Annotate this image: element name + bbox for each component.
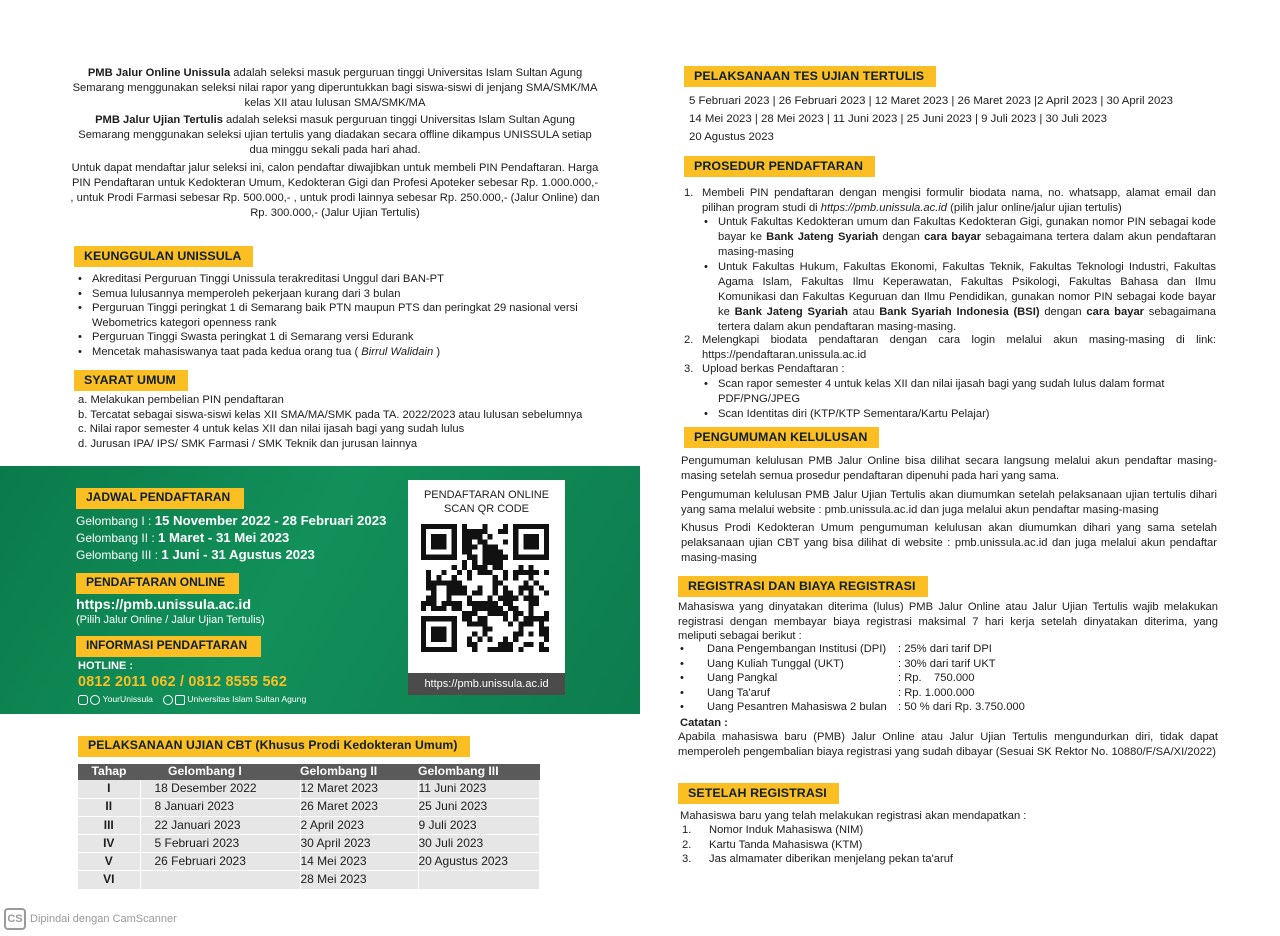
table-cell: 26 Februari 2023 (140, 853, 300, 871)
hotline-number[interactable]: 0812 2011 062 / 0812 8555 562 (78, 674, 288, 690)
table-cell: IV (78, 835, 140, 853)
fee-name: Uang Pangkal (707, 672, 778, 685)
table-cell: 18 Desember 2022 (140, 780, 300, 798)
online-note: (Pilih Jalur Online / Jalur Ujian Tertulis) (76, 614, 265, 626)
social-line: YourUnissula Universitas Islam Sultan Agung (78, 694, 306, 705)
table-cell: 25 Juni 2023 (418, 798, 540, 816)
registrasi-intro: Mahasiswa yang dinyatakan diterima (lulus) PMB Jalur Online atau Jalur Ujian Tertulis wajib melakukan registrasi dengan membayar biaya registrasi maksimal 7 hari kerja setelah dinyatakan diterima, yang meliputi sebagai berikut : (678, 601, 1218, 642)
fee-name: Dana Pengembangan Institusi (DPI) (707, 643, 887, 655)
table-cell: 9 Juli 2023 (418, 816, 540, 834)
table-row (78, 835, 540, 853)
jadwal-row: Gelombang III : 1 Juni - 31 Agustus 2023 (76, 547, 315, 562)
online-header: PENDAFTARAN ONLINE (76, 573, 239, 594)
fee-value: : 50 % dari Rp. 3.750.000 (898, 701, 1025, 714)
qr-caption[interactable]: https://pmb.unissula.ac.id (408, 673, 565, 695)
intro-online-text: adalah seleksi masuk perguruan tinggi Universitas Islam Sultan Agung Semarang menggunakan seleksi nilai rapor yang diperuntukkan bagi siswa-siswi di jenjang SMA/SMK/MA kelas XII atau lulusan SMA/SMK/MA (72, 67, 598, 109)
step-2: Melengkapi biodata pendaftaran dengan cara login melalui akun masing-masing di link: https://pendaftaran.unissula.ac.id (702, 334, 1216, 361)
keunggulan-header: KEUNGGULAN UNISSULA (74, 246, 253, 267)
camscanner-watermark: CS Dipindai dengan CamScanner (4, 908, 177, 930)
syarat-list (78, 393, 618, 451)
list-item (680, 852, 1220, 867)
list-item: • Perguruan Tinggi peringkat 1 di Semarang baik PTN maupun PTS dan peringkat 29 nasional versi Webometrics kategori openness rank (78, 301, 608, 330)
fee-name: Uang Pesantren Mahasiswa 2 bulan (707, 701, 887, 714)
table-cell: 14 Mei 2023 (300, 853, 418, 871)
list-item: • Dana Pengembangan Institusi (DPI) : 25% dari tarif DPI (680, 643, 992, 655)
pmb-url-link[interactable]: https://pmb.unissula.ac.id (76, 597, 251, 613)
table-cell: 28 Mei 2023 (300, 871, 418, 889)
table-cell: III (78, 816, 140, 834)
col-header: Tahap (78, 764, 140, 780)
item-text: Nomor Induk Mahasiswa (NIM) (709, 824, 864, 836)
list-item: • Semua lulusannya memperoleh pekerjaan kurang dari 3 bulan (78, 287, 608, 302)
step-number: 1. (684, 187, 694, 199)
col-header: Gelombang II (300, 764, 418, 780)
syarat-header: SYARAT UMUM (74, 370, 188, 391)
item-number: 1. (682, 824, 692, 836)
col-header: Gelombang I (140, 764, 300, 780)
list-item: • Scan Identitas diri (KTP/KTP Sementara/Kartu Pelajar) (704, 407, 1216, 422)
registrasi-header: REGISTRASI DAN BIAYA REGISTRASI (678, 576, 928, 597)
list-item: • Uang Kuliah Tunggal (UKT) : 30% dari tarif UKT (680, 657, 996, 670)
kelulusan-header: PENGUMUMAN KELULUSAN (684, 427, 879, 448)
item-number: 3. (682, 853, 692, 866)
list-item (680, 823, 1220, 838)
keunggulan-list (78, 272, 608, 359)
setelah-intro: Mahasiswa baru yang telah melakukan registrasi akan mendapatkan : (680, 810, 1027, 822)
intro-tertulis-title: PMB Jalur Ujian Tertulis (95, 114, 223, 126)
table-cell (418, 871, 540, 889)
fee-name: Uang Kuliah Tunggal (UKT) (707, 657, 844, 670)
fee-value: : 25% dari tarif DPI (898, 643, 992, 655)
kelulusan-p3: Khusus Prodi Kedokteran Umum pengumuman kelulusan akan diumumkan dihari yang sama setelah pelaksanaan ujian CBT yang bisa dilihat di website : pmb.unissula.ac.id dan juga melalui akun pendaftar masing-masing (681, 522, 1217, 564)
table-cell: 11 Juni 2023 (418, 780, 540, 798)
hotline-label: HOTLINE : (78, 660, 133, 672)
table-cell: II (78, 798, 140, 816)
table-cell: I (78, 780, 140, 798)
prosedur-header: PROSEDUR PENDAFTARAN (684, 156, 875, 177)
table-cell: 12 Maret 2023 (300, 780, 418, 798)
list-item: • Perguruan Tinggi Swasta peringkat 1 di Semarang versi Edurank (78, 330, 608, 345)
jadwal-row: Gelombang I : 15 November 2022 - 28 Februari 2023 (76, 513, 387, 528)
tes-dates-1: 5 Februari 2023 | 26 Februari 2023 | 12 Maret 2023 | 26 Maret 2023 |2 April 2023 | 30 April 2023 (689, 95, 1174, 107)
intro-tertulis-text: adalah seleksi masuk perguruan tinggi Universitas Islam Sultan Agung Semarang menggunakan seleksi ujian tertulis yang diadakan secara offline dikampus UNISSULA setiap dua minggu sekali pada hari ahad. (78, 114, 592, 156)
qr-code-icon[interactable] (421, 524, 549, 652)
pmb-link[interactable]: https://pmb.unissula.ac.id (820, 202, 948, 214)
jadwal-header: JADWAL PENDAFTARAN (76, 488, 244, 509)
item-text: Kartu Tanda Mahasiswa (KTM) (709, 838, 863, 851)
table-cell: V (78, 853, 140, 871)
step-1-bullets (704, 215, 1216, 335)
step-number: 2. (684, 334, 694, 346)
kelulusan-p1: Pengumuman kelulusan PMB Jalur Online bisa dilihat secara langsung melalui akun pendaftar masing-masing setelah semua prosedur pendaftaran dipenuhi pada hari yang sama. (681, 455, 1217, 482)
col-header: Gelombang III (418, 764, 540, 780)
setelah-header: SETELAH REGISTRASI (678, 783, 839, 804)
cbt-table (78, 764, 540, 890)
qr-card (408, 480, 565, 695)
table-cell: 8 Januari 2023 (140, 798, 300, 816)
step-3-bullets (704, 377, 1216, 422)
catatan-text: Apabila mahasiswa baru (PMB) Jalur Online atau Jalur Ujian Tertulis mengundurkan diri, tidak dapat memperoleh pengembalian biaya registrasi yang sudah dibayar (Sesuai SK Rektor No. 10880/F/SA/XI/2022) (678, 731, 1218, 758)
list-item: • Scan rapor semester 4 untuk kelas XII dan nilai ijasah bagi yang sudah lulus dalam format PDF/PNG/JPEG (704, 377, 1216, 407)
cbt-header: PELAKSANAAN UJIAN CBT (Khusus Prodi Kedokteran Umum) (78, 736, 470, 757)
table-cell: 30 April 2023 (300, 835, 418, 853)
tes-dates-2: 14 Mei 2023 | 28 Mei 2023 | 11 Juni 2023 | 25 Juni 2023 | 9 Juli 2023 | 30 Juli 2023 (689, 113, 1107, 125)
youtube-icon (175, 695, 185, 705)
jadwal-row: Gelombang II : 1 Maret - 31 Mei 2023 (76, 530, 290, 545)
list-item: • Uang Pangkal : Rp. 750.000 (680, 672, 975, 685)
table-cell (140, 871, 300, 889)
step-number: 3. (684, 363, 694, 375)
table-cell: VI (78, 871, 140, 889)
intro-pin-price: Untuk dapat mendaftar jalur seleksi ini, calon pendaftar diwajibkan untuk membeli PIN Pendaftaran. Harga PIN Pendaftaran untuk Kedokteran Umum, Kedokteran Gigi dan Profesi Apoteker sebesar Rp. 1.000.000,- , untuk Prodi Farmasi sebesar Rp. 500.000,- , untuk prodi lainnya sebesar Rp. 250.000,- (Jalur Online) dan Rp. 300.000,- (Jalur Ujian Tertulis) (70, 162, 600, 219)
step-1: Membeli PIN pendaftaran dengan mengisi formulir biodata nama, no. whatsapp, alamat email dan pilihan program studi di https://pmb.unissula.ac.id (pilih jalur online/jalur ujian tertulis) (702, 187, 1216, 214)
twitter-icon (90, 695, 100, 705)
step-3: Upload berkas Pendaftaran : (702, 363, 845, 375)
table-row (78, 780, 540, 798)
intro-tertulis (70, 113, 600, 158)
list-item: • Uang Ta'aruf : Rp. 1.000.000 (680, 686, 975, 699)
facebook-icon (163, 695, 173, 705)
setelah-list (680, 823, 1220, 867)
table-row (78, 871, 540, 889)
tes-dates-3: 20 Agustus 2023 (689, 131, 774, 143)
table-cell: 20 Agustus 2023 (418, 853, 540, 871)
table-cell: 2 April 2023 (300, 816, 418, 834)
qr-title: PENDAFTARAN ONLINE (423, 489, 550, 501)
list-item: • Akreditasi Perguruan Tinggi Unissula terakreditasi Unggul dari BAN-PT (78, 272, 608, 287)
fee-value: : Rp. 1.000.000 (898, 686, 975, 699)
list-item: b. Tercatat sebagai siswa-siswi kelas XII SMA/MA/SMK pada TA. 2022/2023 atau lulusan sebelumnya (78, 408, 583, 421)
fee-value: : Rp. 750.000 (898, 672, 975, 685)
fee-value: : 30% dari tarif UKT (898, 657, 996, 670)
table-cell: 22 Januari 2023 (140, 816, 300, 834)
list-item: a. Melakukan pembelian PIN pendaftaran (78, 394, 284, 406)
registrasi-fee-list (680, 642, 1220, 715)
camscanner-logo: CS (4, 908, 26, 930)
fee-name: Uang Ta'aruf (707, 686, 770, 699)
list-item: • Untuk Fakultas Hukum, Fakultas Ekonomi, Fakultas Teknik, Fakultas Teknologi Industri, Fakultas Agama Islam, Fakultas Ilmu Keperawatan, Fakultas Psikologi, Fakultas Bahasa dan Ilmu Komunikasi dan Fakultas Keguruan dan Ilmu Pendidikan, gunakan nomor PIN sebagai kode bayar ke Bank Jateng Syariah atau Bank Syariah Indonesia (BSI) dengan cara bayar sebagaimana tertera dalam akun pendaftaran masing-masing. (704, 260, 1216, 335)
qr-subtitle: SCAN QR CODE (444, 503, 529, 515)
list-item: c. Nilai rapor semester 4 untuk kelas XII dan nilai ijasah bagi yang sudah lulus (78, 423, 465, 436)
intro-online-title: PMB Jalur Online Unissula (87, 67, 231, 79)
item-number: 2. (682, 838, 692, 851)
intro-online (70, 66, 600, 111)
informasi-header: INFORMASI PENDAFTARAN (76, 636, 261, 657)
item-text: Jas almamater diberikan menjelang pekan ta'aruf (709, 853, 954, 866)
list-item: d. Jurusan IPA/ IPS/ SMK Farmasi / SMK Teknik dan jurusan lainnya (78, 437, 418, 450)
table-row (78, 816, 540, 834)
list-item: • Mencetak mahasiswanya taat pada kedua orang tua ( Birrul Walidain ) (78, 345, 608, 360)
table-cell: 30 Juli 2023 (418, 835, 540, 853)
instagram-icon (78, 695, 88, 705)
tes-header: PELAKSANAAN TES UJIAN TERTULIS (684, 66, 936, 87)
list-item: • Untuk Fakultas Kedokteran umum dan Fakultas Kedokteran Gigi, gunakan nomor PIN sebagai kode bayar ke Bank Jateng Syariah dengan cara bayar sebagaimana tertera dalam akun pendaftaran masing-masing (704, 215, 1216, 260)
catatan-label: Catatan : (680, 717, 728, 729)
list-item: • Uang Pesantren Mahasiswa 2 bulan : 50 % dari Rp. 3.750.000 (680, 701, 1025, 714)
table-row (78, 798, 540, 816)
table-cell: 5 Februari 2023 (140, 835, 300, 853)
table-row (78, 853, 540, 871)
list-item (680, 838, 1220, 853)
kelulusan-p2: Pengumuman kelulusan PMB Jalur Ujian Tertulis akan diumumkan setelah pelaksanaan ujian tertulis dihari yang sama melalui website : pmb.unissula.ac.id dan juga melalui akun pendaftar masing-masing (681, 489, 1217, 516)
table-cell: 26 Maret 2023 (300, 798, 418, 816)
